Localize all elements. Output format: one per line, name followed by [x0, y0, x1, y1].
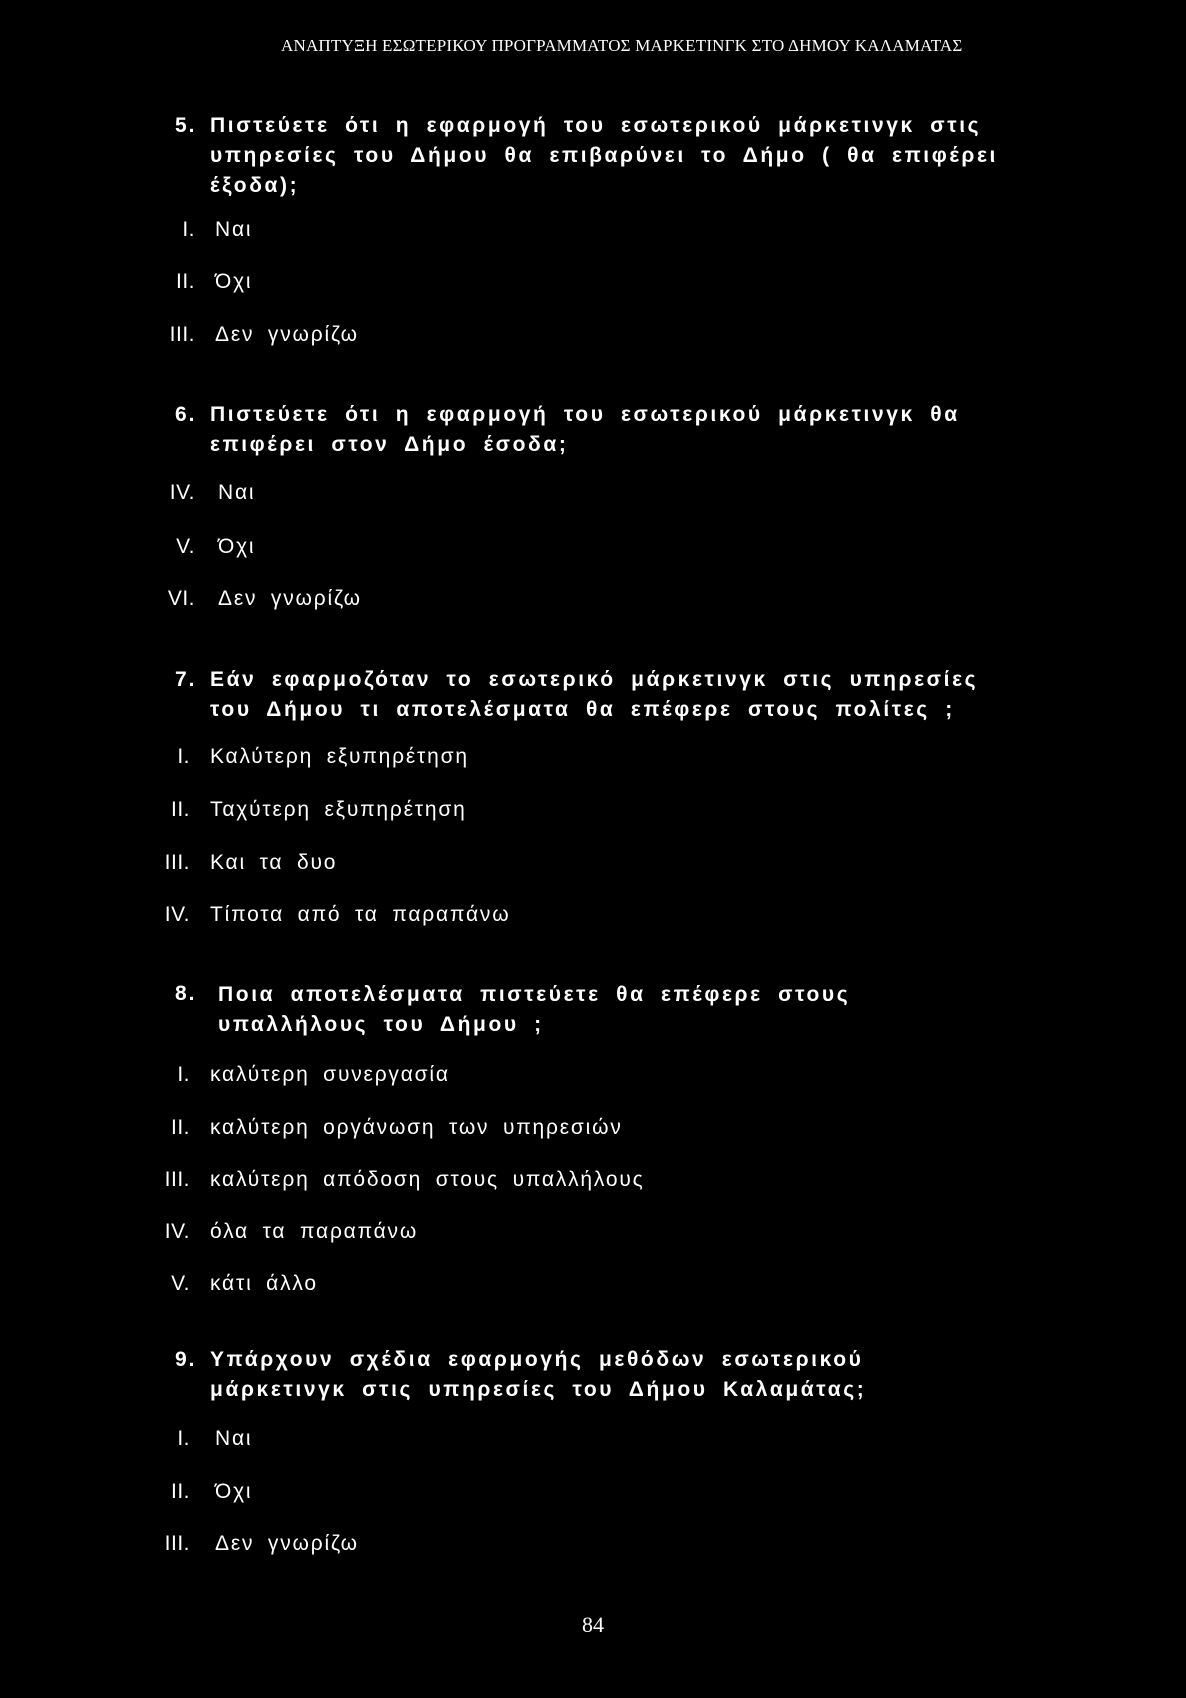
option-text: Δεν γνωρίζω — [218, 587, 362, 610]
option-numeral: II. — [170, 798, 190, 821]
option-numeral: II. — [175, 270, 195, 293]
option-numeral: IV. — [164, 1220, 190, 1243]
option-text: Δεν γνωρίζω — [215, 1532, 359, 1555]
option-text: Ναι — [215, 1427, 253, 1450]
question-text — [210, 665, 978, 725]
option-text: Όχι — [215, 1480, 253, 1503]
question-line: επιφέρει στον Δήμο έσοδα; — [210, 433, 569, 456]
option-numeral: V. — [176, 535, 195, 558]
option-numeral: I. — [182, 218, 195, 241]
question-text — [210, 1345, 866, 1405]
option-numeral: I. — [177, 1063, 190, 1086]
option-numeral: III. — [164, 851, 190, 874]
question-text — [218, 980, 850, 1040]
option-text: Τίποτα από τα παραπάνω — [210, 903, 511, 926]
question-line: Ποια αποτελέσματα πιστεύετε θα επέφερε στους — [218, 983, 851, 1006]
option-numeral: III. — [169, 323, 195, 346]
option-text: καλύτερη οργάνωση των υπηρεσιών — [210, 1116, 623, 1139]
option-text: Δεν γνωρίζω — [215, 323, 359, 346]
question-line: μάρκετινγκ στις υπηρεσίες του Δήμου Καλαμάτας; — [210, 1378, 867, 1401]
option-text: καλύτερη απόδοση στους υπαλλήλους — [210, 1168, 645, 1191]
question-number: 5. — [175, 114, 197, 137]
question-line: Υπάρχουν σχέδια εφαρμογής μεθόδων εσωτερικού — [210, 1348, 864, 1371]
option-numeral: II. — [170, 1116, 190, 1139]
option-text: όλα τα παραπάνω — [210, 1220, 419, 1243]
question-text — [210, 111, 998, 201]
question-line: υπαλλήλους του Δήμου ; — [218, 1013, 544, 1036]
option-text: καλύτερη συνεργασία — [210, 1063, 450, 1086]
option-numeral: V. — [171, 1272, 190, 1295]
option-numeral: III. — [164, 1168, 190, 1191]
option-text: Και τα δυο — [210, 851, 338, 874]
question-number: 9. — [175, 1348, 197, 1371]
option-numeral: I. — [177, 1427, 190, 1450]
question-number: 6. — [175, 403, 197, 426]
page-header: ΑΝΑΠΤΥΞΗ ΕΣΩΤΕΡΙΚΟΥ ΠΡΟΓΡΑΜΜΑΤΟΣ ΜΑΡΚΕΤΙΝΓΚ ΣΤΟ ΔΗΜΟΥ ΚΑΛΑΜΑΤΑΣ — [281, 36, 963, 55]
option-text: Ναι — [218, 481, 256, 504]
question-text — [210, 400, 960, 460]
option-numeral: II. — [170, 1480, 190, 1503]
option-numeral: I. — [177, 745, 190, 768]
option-numeral: VI. — [167, 587, 195, 610]
question-number: 8. — [175, 982, 197, 1005]
option-text: κάτι άλλο — [210, 1272, 318, 1295]
question-line: υπηρεσίες του Δήμου θα επιβαρύνει το Δήμο ( θα επιφέρει — [210, 144, 998, 167]
option-text: Ναι — [215, 218, 253, 241]
question-line: Πιστεύετε ότι η εφαρμογή του εσωτερικού μάρκετινγκ θα — [210, 403, 960, 426]
question-line: Πιστεύετε ότι η εφαρμογή του εσωτερικού μάρκετινγκ στις — [210, 114, 982, 137]
option-text: Όχι — [215, 270, 253, 293]
question-line: έξοδα); — [210, 174, 300, 197]
question-number: 7. — [175, 668, 197, 691]
option-numeral: IV. — [164, 903, 190, 926]
question-line: του Δήμου τι αποτελέσματα θα επέφερε στους πολίτες ; — [210, 698, 955, 721]
option-text: Καλύτερη εξυπηρέτηση — [210, 745, 469, 768]
option-numeral: IV. — [169, 481, 195, 504]
page-number: 84 — [582, 1612, 604, 1637]
option-text: Ταχύτερη εξυπηρέτηση — [210, 798, 467, 821]
option-text: Όχι — [218, 535, 256, 558]
option-numeral: III. — [164, 1532, 190, 1555]
question-line: Εάν εφαρμοζόταν το εσωτερικό μάρκετινγκ στις υπηρεσίες — [210, 668, 979, 691]
